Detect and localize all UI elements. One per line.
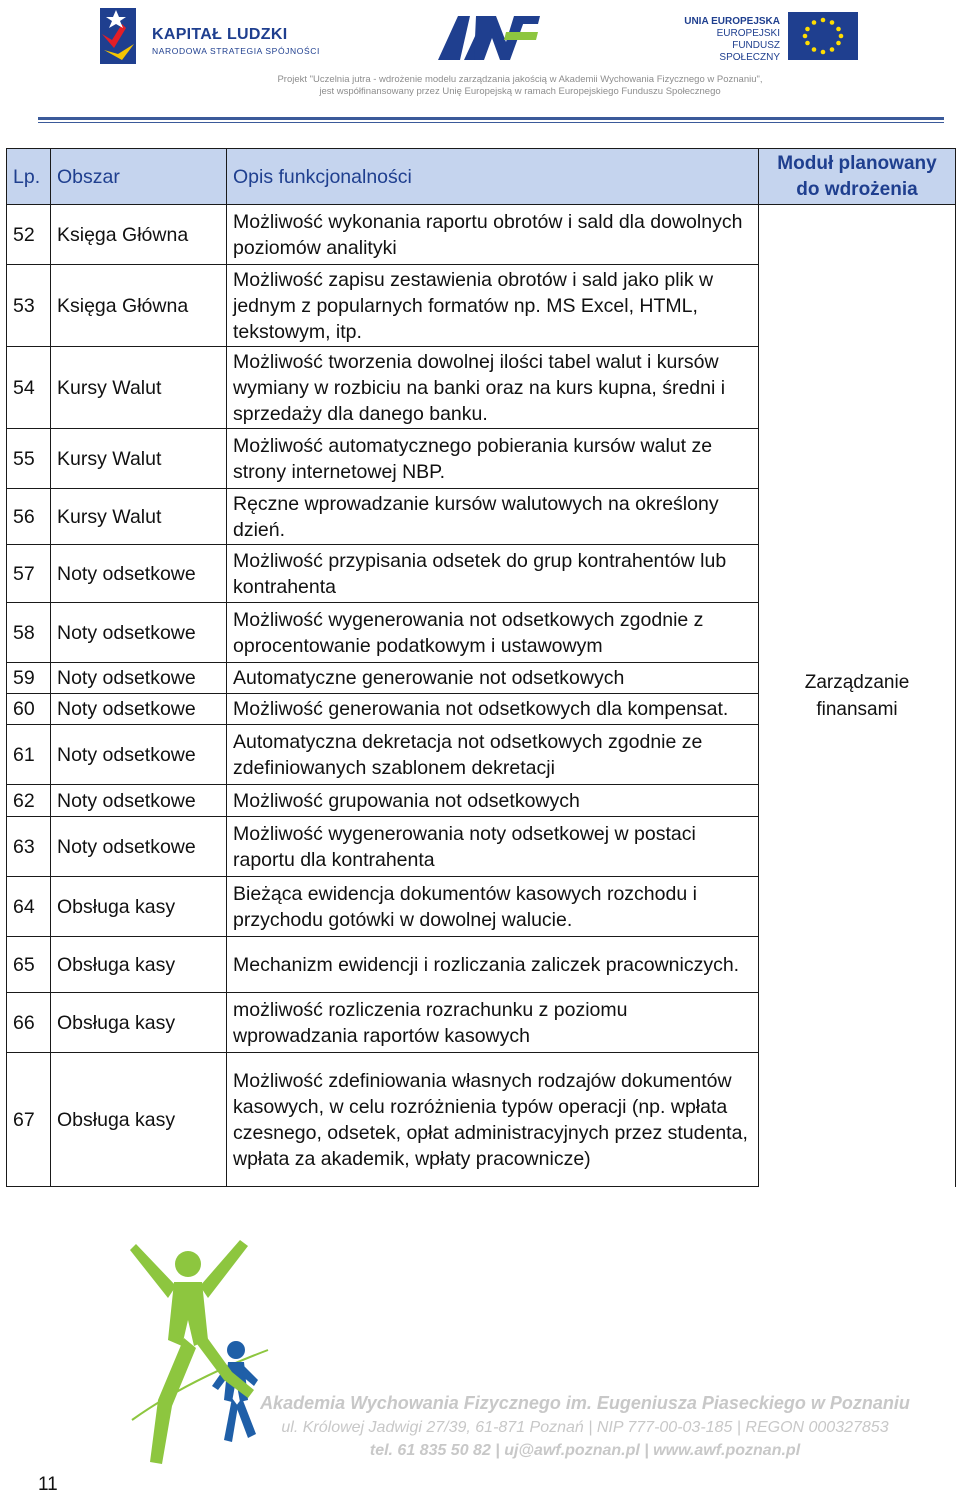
row-area: Noty odsetkowe <box>51 603 227 663</box>
header-description: Opis funkcjonalności <box>227 149 759 205</box>
row-description: Automatyczna dekretacja not odsetkowych zgodnie ze zdefiniowanych szablonem dekretacji <box>227 725 759 785</box>
row-area: Noty odsetkowe <box>51 725 227 785</box>
kapital-ludzki-subtitle: NARODOWA STRATEGIA SPÓJNOŚCI <box>152 46 320 56</box>
row-area: Księga Główna <box>51 205 227 265</box>
row-description: Możliwość wygenerowania noty odsetkowej w postaci raportu dla kontrahenta <box>227 817 759 877</box>
row-lp: 63 <box>7 817 51 877</box>
row-description: Bieżąca ewidencja dokumentów kasowych rozchodu i przychodu gotówki w dowolnej walucie. <box>227 877 759 937</box>
header-area: Obszar <box>51 149 227 205</box>
row-lp: 58 <box>7 603 51 663</box>
header-divider <box>38 117 944 120</box>
table-header-row <box>7 149 956 205</box>
kapital-ludzki-emblem-icon <box>96 4 142 68</box>
row-area: Noty odsetkowe <box>51 694 227 725</box>
row-lp: 60 <box>7 694 51 725</box>
kapital-ludzki-title: KAPITAŁ LUDZKI <box>152 26 288 43</box>
row-area: Kursy Walut <box>51 347 227 429</box>
row-lp: 56 <box>7 489 51 545</box>
awf-logo-icon <box>436 12 540 62</box>
module-cell: Zarządzanie finansami <box>759 205 956 1187</box>
row-area: Obsługa kasy <box>51 993 227 1053</box>
row-description: Możliwość wygenerowania not odsetkowych zgodnie z oprocentowanie podatkowym i ustawowym <box>227 603 759 663</box>
row-lp: 54 <box>7 347 51 429</box>
footer-address: ul. Królowej Jadwigi 27/39, 61-871 Poznań | NIP 777-00-03-185 | REGON 000327853 <box>281 1419 889 1436</box>
eu-line-1: UNIA EUROPEJSKA <box>684 16 780 27</box>
row-lp: 57 <box>7 545 51 603</box>
row-lp: 53 <box>7 265 51 347</box>
row-lp: 67 <box>7 1053 51 1187</box>
row-area: Obsługa kasy <box>51 877 227 937</box>
row-area: Kursy Walut <box>51 489 227 545</box>
header-divider-thin <box>38 122 944 123</box>
row-lp: 66 <box>7 993 51 1053</box>
row-area: Noty odsetkowe <box>51 817 227 877</box>
row-description: możliwość rozliczenia rozrachunku z poziomu wprowadzania raportów kasowych <box>227 993 759 1053</box>
eu-line-3: FUNDUSZ SPOŁECZNY <box>719 40 780 63</box>
row-description: Możliwość tworzenia dowolnej ilości tabel walut i kursów wymiany w rozbiciu na banki oraz na kurs kupna, średni i sprzedaży dla danego banku. <box>227 347 759 429</box>
eu-logo <box>670 10 860 62</box>
row-area: Obsługa kasy <box>51 937 227 993</box>
row-lp: 55 <box>7 429 51 489</box>
row-lp: 62 <box>7 785 51 817</box>
eu-text <box>670 16 780 64</box>
row-description: Ręczne wprowadzanie kursów walutowych na określony dzień. <box>227 489 759 545</box>
row-lp: 52 <box>7 205 51 265</box>
footer-institution: Akademia Wychowania Fizycznego im. Eugeniusza Piaseckiego w Poznaniu <box>260 1393 910 1413</box>
page-number: 11 <box>38 1474 58 1495</box>
row-description: Możliwość automatycznego pobierania kursów walut ze strony internetowej NBP. <box>227 429 759 489</box>
row-description: Możliwość przypisania odsetek do grup kontrahentów lub kontrahenta <box>227 545 759 603</box>
row-description: Automatyczne generowanie not odsetkowych <box>227 663 759 694</box>
functionality-table <box>6 148 956 1187</box>
row-description: Możliwość zdefiniowania własnych rodzajów dokumentów kasowych, w celu rozróżnienia typów operacji (np. wpłata czesnego, odsetek, opłat administracyjnych przez studenta, wpłata za akademik, wpłaty pracownicze) <box>227 1053 759 1187</box>
row-lp: 64 <box>7 877 51 937</box>
project-note <box>240 74 800 98</box>
row-area: Obsługa kasy <box>51 1053 227 1187</box>
eu-line-2: EUROPEJSKI <box>716 28 780 39</box>
project-note-line-2: jest współfinansowany przez Unię Europejską w ramach Europejskiego Funduszu Społecznego <box>319 86 721 97</box>
row-lp: 65 <box>7 937 51 993</box>
row-lp: 61 <box>7 725 51 785</box>
row-area: Księga Główna <box>51 265 227 347</box>
table-row <box>7 205 956 265</box>
row-area: Kursy Walut <box>51 429 227 489</box>
row-description: Możliwość grupowania not odsetkowych <box>227 785 759 817</box>
row-lp: 59 <box>7 663 51 694</box>
row-description: Mechanizm ewidencji i rozliczania zaliczek pracowniczych. <box>227 937 759 993</box>
runner-logo-icon <box>128 1230 272 1474</box>
row-area: Noty odsetkowe <box>51 545 227 603</box>
eu-flag-icon <box>788 12 858 60</box>
row-description: Możliwość zapisu zestawienia obrotów i sald jako plik w jednym z popularnych formatów np. MS Excel, HTML, tekstowym, itp. <box>227 265 759 347</box>
kapital-ludzki-logo <box>96 4 320 70</box>
row-area: Noty odsetkowe <box>51 663 227 694</box>
header-lp: Lp. <box>7 149 51 205</box>
header-module: Moduł planowany do wdrożenia <box>759 149 956 205</box>
row-area: Noty odsetkowe <box>51 785 227 817</box>
project-note-line-1: Projekt "Uczelnia jutra - wdrożenie modelu zarządzania jakością w Akademii Wychowania Fizycznego w Poznaniu", <box>277 74 763 85</box>
row-description: Możliwość generowania not odsetkowych dla kompensat. <box>227 694 759 725</box>
footer-contact: tel. 61 835 50 82 | uj@awf.poznan.pl | www.awf.poznan.pl <box>369 1442 801 1459</box>
row-description: Możliwość wykonania raportu obrotów i sald dla dowolnych poziomów analityki <box>227 205 759 265</box>
